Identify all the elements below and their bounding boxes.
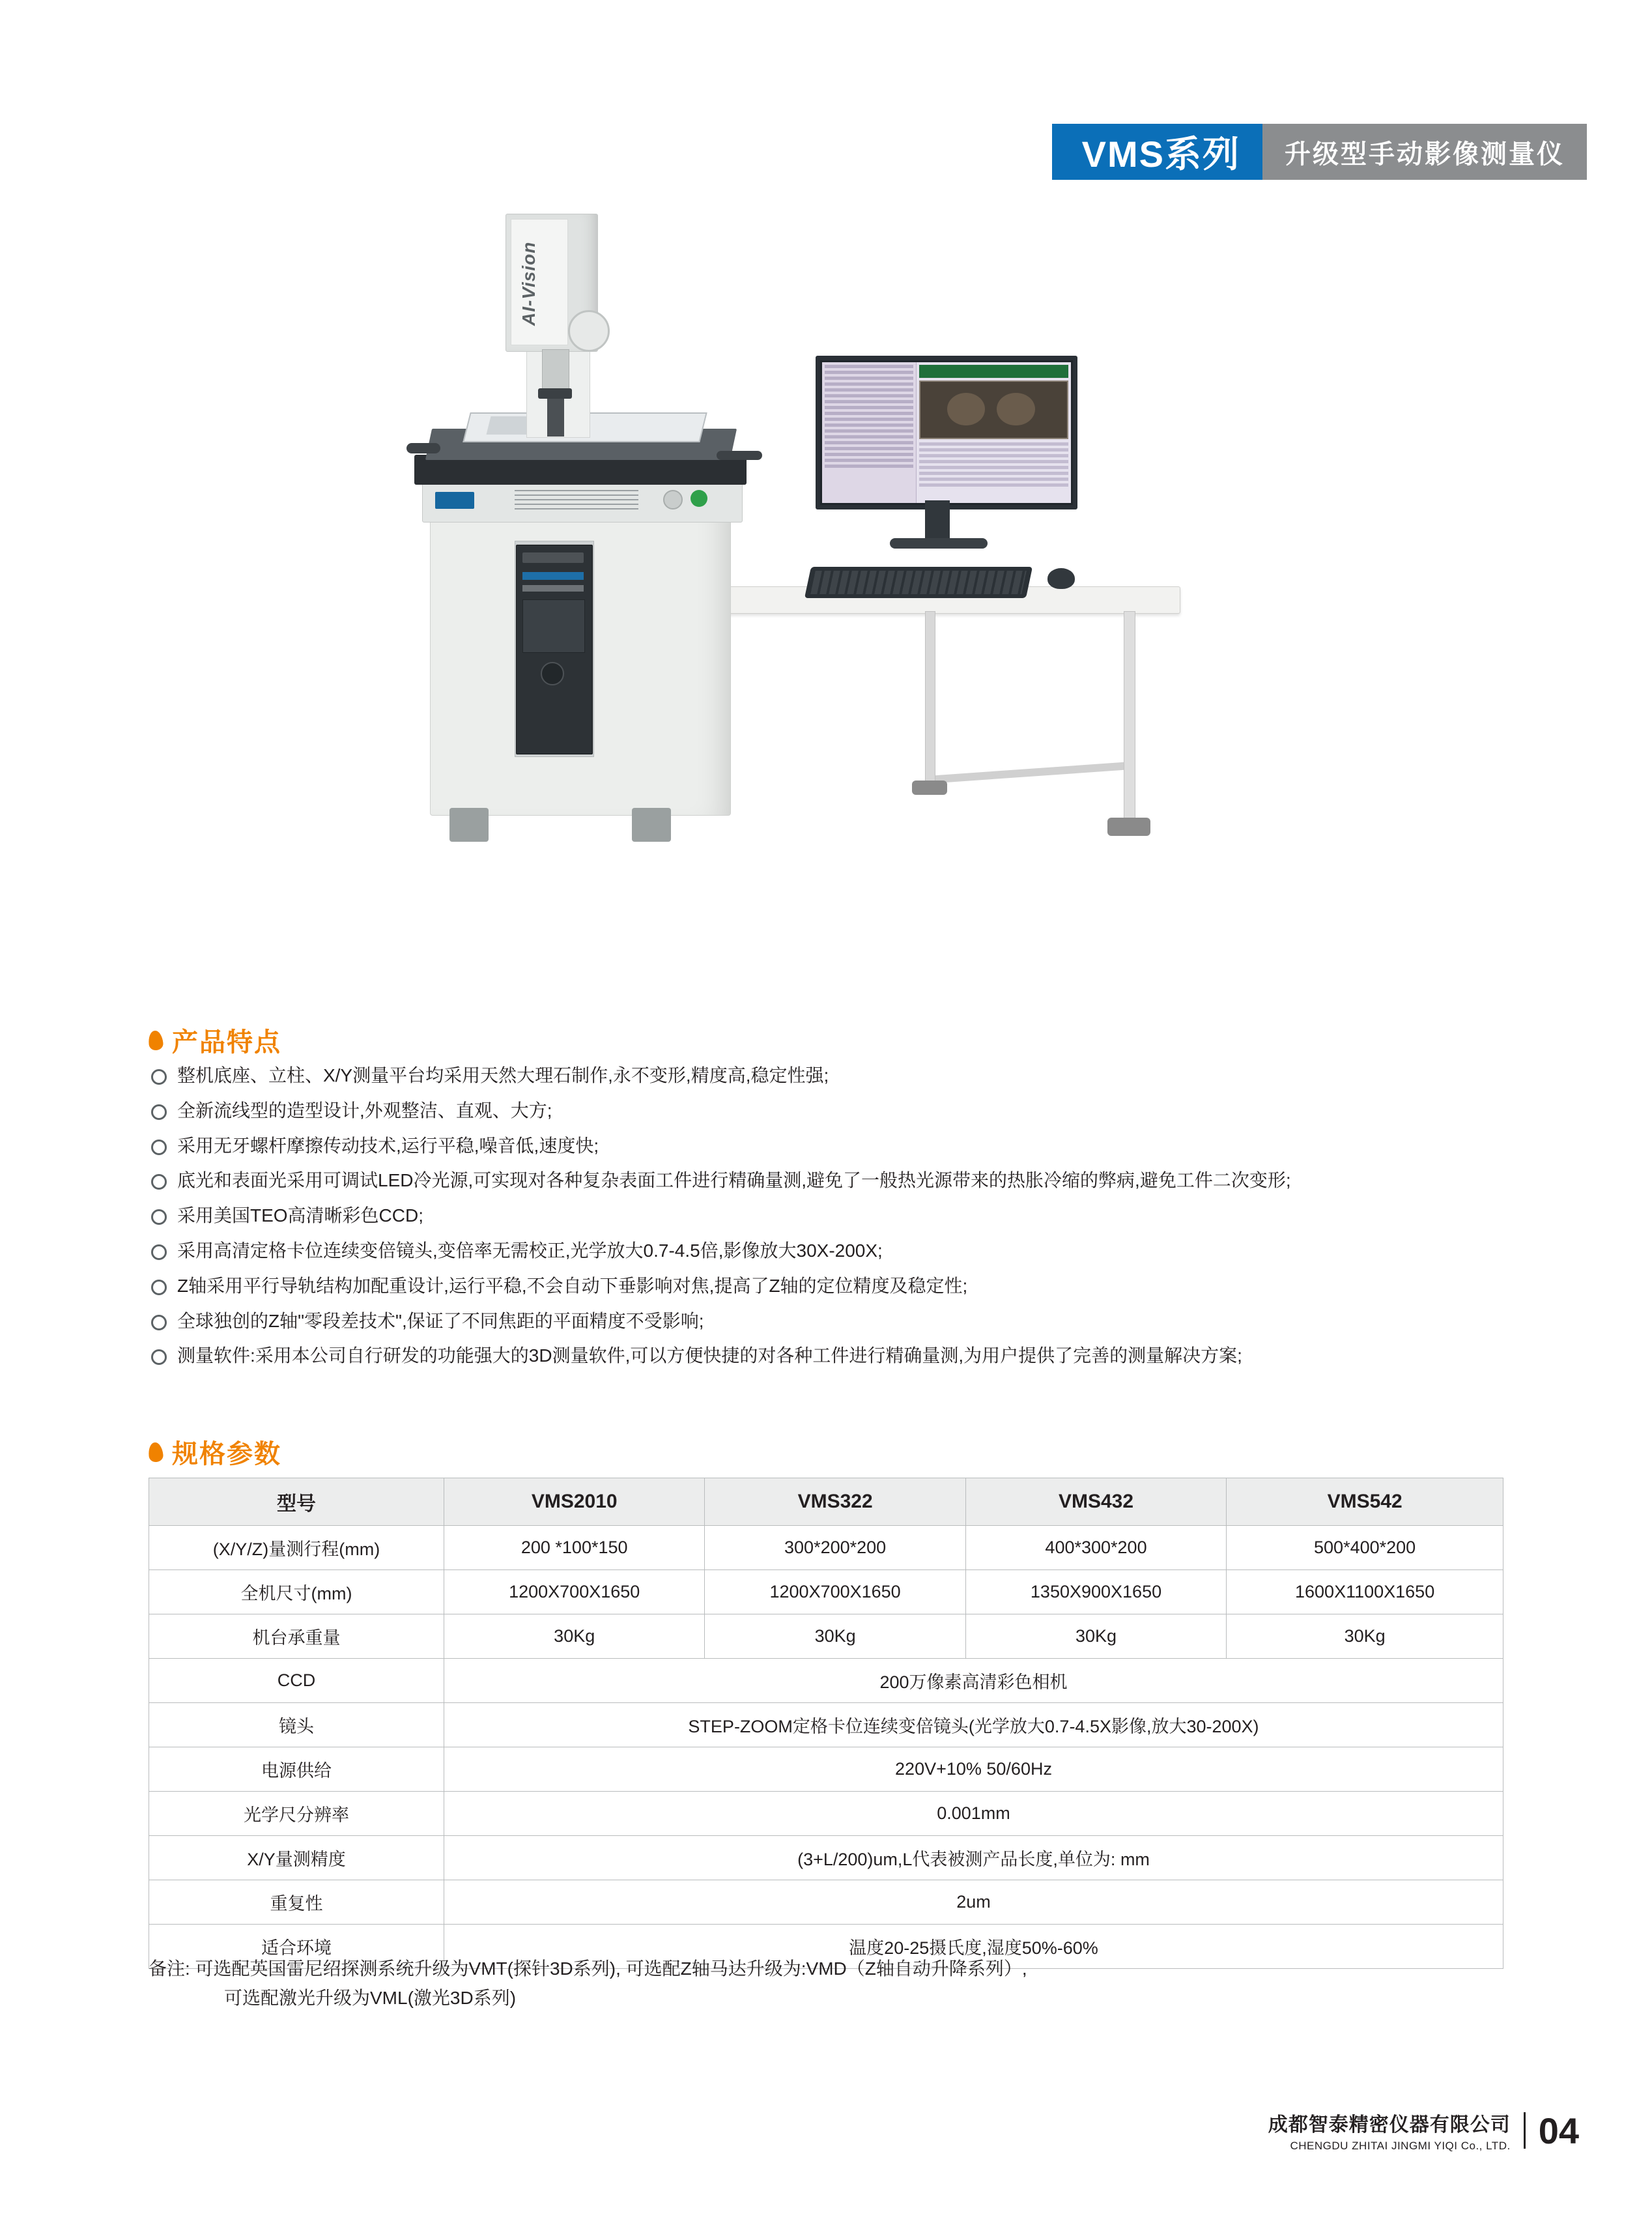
list-item <box>151 1239 1539 1263</box>
feature-text: 采用无牙螺杆摩擦传动技术,运行平稳,噪音低,速度快; <box>177 1135 599 1156</box>
features-title-text: 产品特点 <box>172 1028 281 1057</box>
table-header-cell: VMS2010 <box>444 1478 705 1526</box>
monitor-screen-content <box>822 362 1071 503</box>
row-value: 30Kg <box>965 1614 1226 1659</box>
row-value: 1200X700X1650 <box>705 1570 965 1614</box>
keyboard <box>805 567 1032 598</box>
bullet-icon <box>151 1244 167 1260</box>
row-label: X/Y量测精度 <box>149 1836 444 1880</box>
table-row <box>149 1836 1503 1880</box>
table-row <box>149 1747 1503 1792</box>
row-value: STEP-ZOOM定格卡位连续变倍镜头(光学放大0.7-4.5X影像,放大30-200X) <box>444 1703 1503 1747</box>
feature-text: 整机底座、立柱、X/Y测量平台均采用天然大理石制作,永不变形,精度高,稳定性强; <box>177 1065 829 1085</box>
pc-front-panel <box>522 599 585 653</box>
row-value: 400*300*200 <box>965 1526 1226 1570</box>
row-label: 重复性 <box>149 1880 444 1925</box>
header-subtitle: 升级型手动影像测量仪 <box>1262 124 1587 180</box>
specifications-table <box>149 1478 1503 1969</box>
cabinet-foot-left <box>449 808 489 842</box>
desk-crossbar <box>925 762 1133 784</box>
list-item <box>151 1168 1539 1193</box>
control-knob-icon <box>663 490 683 509</box>
company-name-en: CHENGDU ZHITAI JINGMI YIQI Co., LTD. <box>1290 2140 1511 2152</box>
table-header-cell: 型号 <box>149 1478 444 1526</box>
flame-icon <box>147 1441 164 1462</box>
row-value: 0.001mm <box>444 1792 1503 1836</box>
feature-text: 底光和表面光采用可调试LED冷光源,可实现对各种复杂表面工件进行精确量测,避免了一般热光源带来的热胀冷缩的弊病,避免工件二次变形; <box>177 1170 1291 1191</box>
list-item <box>151 1063 1539 1088</box>
bullet-icon <box>151 1280 167 1295</box>
row-label: 光学尺分辨率 <box>149 1792 444 1836</box>
row-label: 电源供给 <box>149 1747 444 1792</box>
measurement-preview-image <box>919 380 1068 439</box>
header-banner <box>1052 124 1587 180</box>
specs-section-title <box>149 1433 281 1470</box>
bullet-icon <box>151 1140 167 1155</box>
table-row <box>149 1880 1503 1925</box>
row-label: 镜头 <box>149 1703 444 1747</box>
control-panel-logo <box>435 492 474 509</box>
machine-brand-label: AI-Vision <box>519 241 539 326</box>
bullet-icon <box>151 1349 167 1365</box>
pc-power-button-icon <box>541 662 564 685</box>
product-photo <box>352 195 1309 964</box>
monitor <box>816 356 1077 509</box>
footer <box>1268 2108 1579 2153</box>
list-item <box>151 1274 1539 1298</box>
row-value: 2um <box>444 1880 1503 1925</box>
feature-text: 测量软件:采用本公司自行研发的功能强大的3D测量软件,可以方便快捷的对各种工件进行精确量测,为用户提供了完善的测量解决方案; <box>177 1345 1242 1366</box>
row-value: 1600X1100X1650 <box>1227 1570 1503 1614</box>
row-value: 500*400*200 <box>1227 1526 1503 1570</box>
bullet-icon <box>151 1174 167 1190</box>
feature-text: 全球独创的Z轴"零段差技术",保证了不同焦距的平面精度不受影响; <box>177 1310 704 1331</box>
row-value: 200万像素高清彩色相机 <box>444 1659 1503 1703</box>
table-row <box>149 1659 1503 1703</box>
list-item <box>151 1343 1539 1368</box>
control-panel-text-block <box>515 490 638 509</box>
row-value: 200 *100*150 <box>444 1526 705 1570</box>
row-value: 220V+10% 50/60Hz <box>444 1747 1503 1792</box>
pc-vent-strip <box>522 585 584 592</box>
bullet-icon <box>151 1104 167 1120</box>
power-indicator-icon <box>691 490 707 507</box>
desk-foot-left <box>912 781 947 795</box>
cabinet-foot-right <box>632 808 671 842</box>
row-value: (3+L/200)um,L代表被测产品长度,单位为: mm <box>444 1836 1503 1880</box>
desk-foot-right <box>1107 818 1150 836</box>
features-list <box>151 1063 1539 1379</box>
row-value: 30Kg <box>444 1614 705 1659</box>
table-row <box>149 1526 1503 1570</box>
mouse-icon <box>1047 568 1075 589</box>
features-section-title <box>149 1022 281 1059</box>
company-name-cn: 成都智泰精密仪器有限公司 <box>1268 2114 1511 2136</box>
row-value: 温度20-25摄氏度,湿度50%-60% <box>444 1925 1503 1969</box>
stage-handle-left <box>406 443 440 453</box>
row-label: 全机尺寸(mm) <box>149 1570 444 1614</box>
list-item <box>151 1203 1539 1228</box>
pc-accent-strip <box>522 572 584 580</box>
row-value: 300*200*200 <box>705 1526 965 1570</box>
bullet-icon <box>151 1315 167 1330</box>
feature-text: Z轴采用平行导轨结构加配重设计,运行平稳,不会自动下垂影响对焦,提高了Z轴的定位精度及稳定性; <box>177 1275 968 1296</box>
row-label: CCD <box>149 1659 444 1703</box>
table-header-cell: VMS322 <box>705 1478 965 1526</box>
table-row <box>149 1703 1503 1747</box>
monitor-neck <box>925 500 950 541</box>
stage-handle-right <box>717 451 762 460</box>
bullet-icon <box>151 1069 167 1085</box>
remark-line-2: 可选配激光升级为VML(激光3D系列) <box>224 1987 517 2008</box>
list-item <box>151 1309 1539 1334</box>
table-header-cell: VMS542 <box>1227 1478 1503 1526</box>
feature-text: 全新流线型的造型设计,外观整洁、直观、大方; <box>177 1100 552 1121</box>
page-number: 04 <box>1538 2110 1579 2151</box>
software-right-pane <box>917 362 1071 503</box>
table-row <box>149 1570 1503 1614</box>
row-label: 机台承重量 <box>149 1614 444 1659</box>
list-item <box>151 1098 1539 1123</box>
table-row <box>149 1614 1503 1659</box>
table-row <box>149 1792 1503 1836</box>
series-label: VMS系列 <box>1052 124 1262 180</box>
row-value: 30Kg <box>1227 1614 1503 1659</box>
specs-title-text: 规格参数 <box>172 1440 281 1469</box>
row-label: (X/Y/Z)量测行程(mm) <box>149 1526 444 1570</box>
company-info <box>1268 2108 1511 2153</box>
desk-leg-left <box>925 611 935 788</box>
pc-drive-bay <box>522 552 584 563</box>
feature-text: 采用美国TEO高清晰彩色CCD; <box>177 1205 424 1226</box>
flame-icon <box>147 1029 164 1050</box>
remark-block <box>149 1955 1536 2013</box>
software-toolbar <box>919 365 1068 378</box>
table-header-cell: VMS432 <box>965 1478 1226 1526</box>
list-item <box>151 1134 1539 1158</box>
software-result-rows <box>919 442 1068 487</box>
lens-ring <box>538 388 572 399</box>
focus-knob-icon <box>568 310 610 352</box>
row-value: 1350X900X1650 <box>965 1570 1226 1614</box>
monitor-base <box>890 538 988 549</box>
bullet-icon <box>151 1209 167 1225</box>
row-value: 1200X700X1650 <box>444 1570 705 1614</box>
software-left-pane <box>822 362 917 503</box>
desk-leg-right <box>1124 611 1135 827</box>
row-label: 适合环境 <box>149 1925 444 1969</box>
row-value: 30Kg <box>705 1614 965 1659</box>
table-header-row <box>149 1478 1503 1526</box>
feature-text: 采用高清定格卡位连续变倍镜头,变倍率无需校正,光学放大0.7-4.5倍,影像放大30X-200X; <box>177 1240 883 1261</box>
remark-line-1: 备注: 可选配英国雷尼绍探测系统升级为VMT(探针3D系列), 可选配Z轴马达升级为:VMD（Z轴自动升降系列）, <box>149 1958 1027 1979</box>
footer-divider <box>1524 2112 1526 2149</box>
